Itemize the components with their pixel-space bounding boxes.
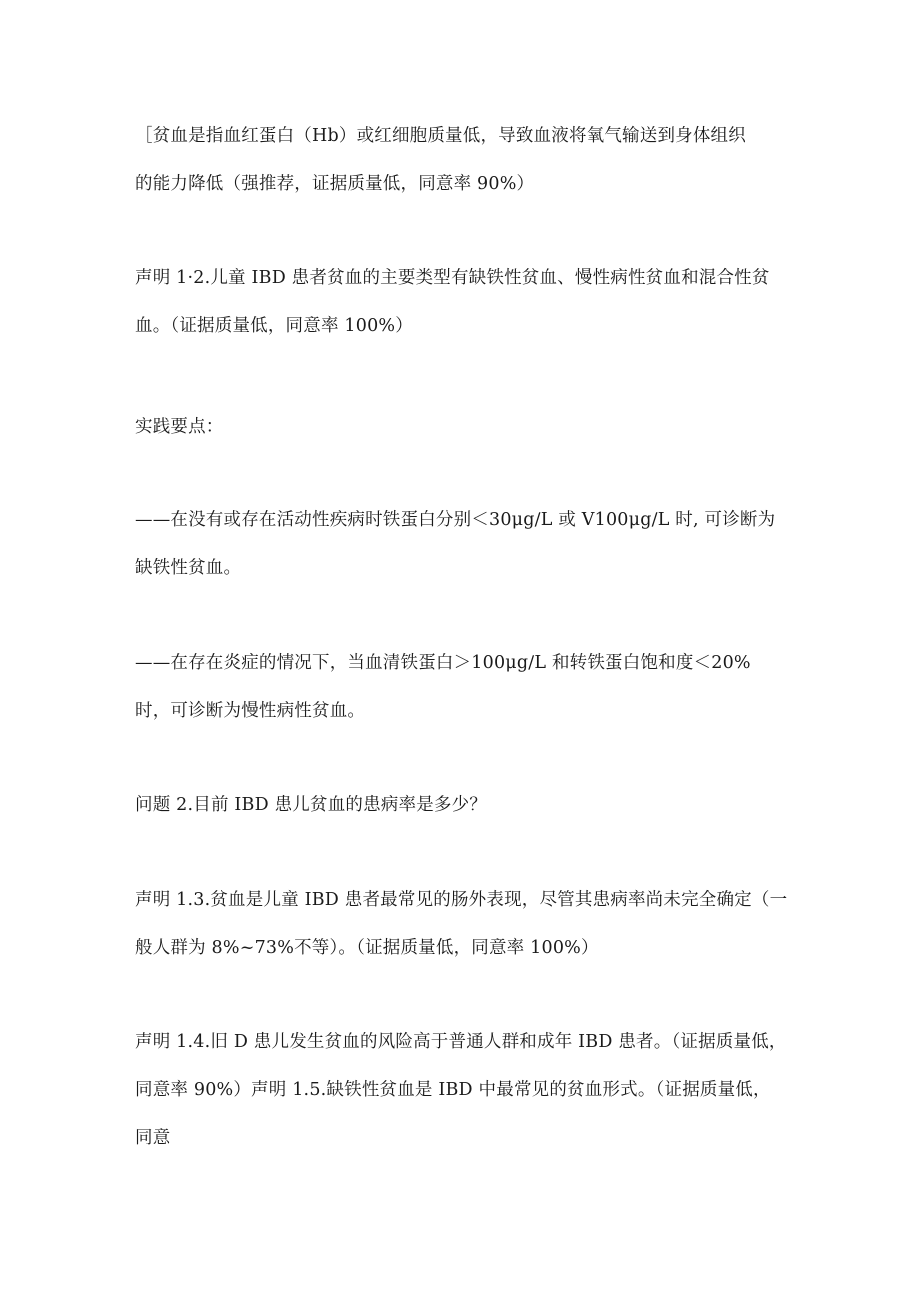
text-line: ——在存在炎症的情况下，当血清铁蛋白＞100μg∕L 和转铁蛋白饱和度＜20% (135, 653, 751, 673)
paragraph-question-2 (135, 781, 807, 829)
text-line: ［贫血是指血红蛋白（Hb）或红细胞质量低，导致血液将氧气输送到身体组织 (135, 126, 746, 146)
text-line: 同意 (135, 1128, 171, 1148)
paragraph-chronic-disease-criteria (135, 639, 807, 735)
text-line: 缺铁性贫血。 (135, 558, 242, 578)
text-line: 声明 1·2.儿童 IBD 患者贫血的主要类型有缺铁性贫血、慢性病性贫血和混合性贫 (135, 268, 770, 288)
text-line: 同意率 90%）声明 1.5.缺铁性贫血是 IBD 中最常见的贫血形式。（证据质量低， (135, 1080, 771, 1100)
paragraph-iron-deficiency-criteria (135, 496, 807, 592)
text-line: 实践要点： (135, 417, 224, 437)
paragraph-statement-1-4-1-5 (135, 1018, 807, 1162)
paragraph-anemia-definition (135, 112, 807, 208)
text-line: 时，可诊断为慢性病性贫血。 (135, 701, 366, 721)
text-line: 问题 2.目前 IBD 患儿贫血的患病率是多少？ (135, 795, 487, 815)
paragraph-statement-1-2 (135, 254, 807, 350)
paragraph-practice-points-heading (135, 403, 807, 451)
text-line: 声明 1.4.旧 D 患儿发生贫血的风险高于普通人群和成年 IBD 患者。（证据质量低， (135, 1032, 787, 1052)
text-line: 的能力降低（强推荐，证据质量低，同意率 90%） (135, 174, 535, 194)
text-line: 声明 1.3.贫血是儿童 IBD 患者最常见的肠外表现，尽管其患病率尚未完全确定（一 (135, 890, 788, 910)
text-line: 般人群为 8%~73%不等）。（证据质量低，同意率 100%） (135, 938, 599, 958)
text-line: 血。（证据质量低，同意率 100%） (135, 316, 413, 336)
paragraph-statement-1-3 (135, 876, 807, 972)
text-line: ——在没有或存在活动性疾病时铁蛋白分别＜30μg∕L 或 V100μg∕L 时, 可诊断为 (135, 510, 776, 530)
